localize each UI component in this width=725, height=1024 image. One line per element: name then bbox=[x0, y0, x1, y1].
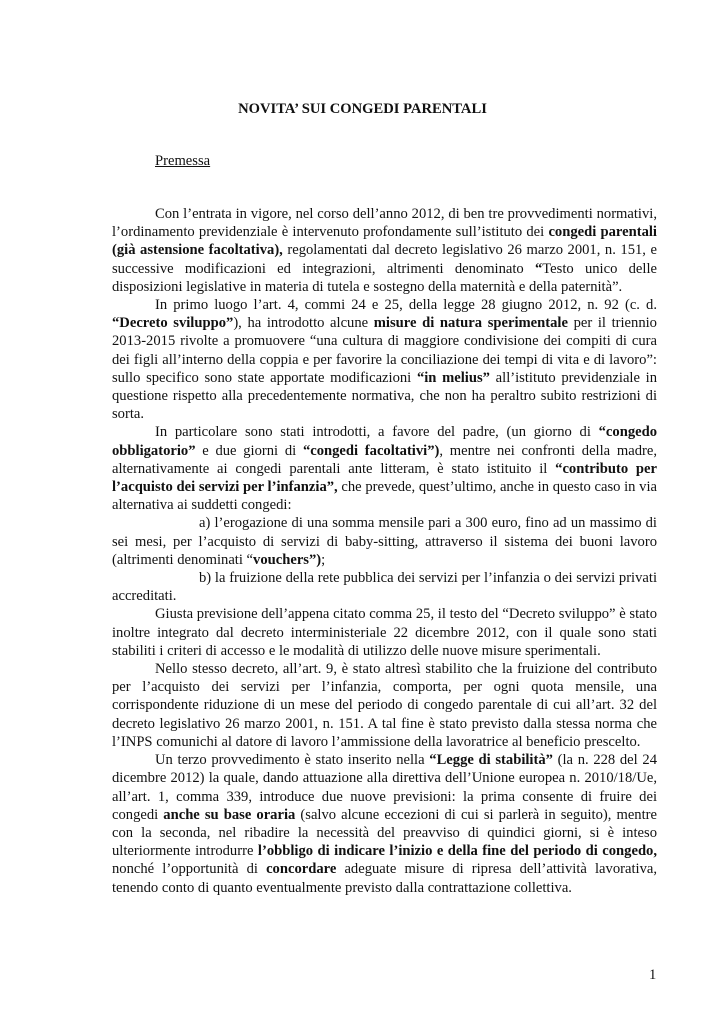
bold-text-run: vouchers”) bbox=[253, 551, 322, 568]
paragraph bbox=[112, 423, 657, 514]
bold-text-run: “Legge di stabilità” bbox=[429, 752, 553, 769]
paragraph bbox=[112, 751, 657, 897]
bold-text-run: “contributo per l’acquisto dei servizi per l’infanzia”, bbox=[112, 460, 657, 496]
text-run: Nello stesso decreto, all’art. 9, è stato altresì stabilito che la fruizione del contributo per l’acquisto dei servizi per l’infanzia, comporta, per ogni quota mensile, una corrispondente riduzione di un mese del periodo di congedo parentale di cui all’art. 32 del decreto legislativo 26 marzo 2001, n. 151. A tal fine è stato previsto dalla stessa norma che l’INPS comunichi al datore di lavoro l’ammissione della lavoratrice al beneficio prescelto. bbox=[112, 661, 657, 750]
bold-text-run: “ bbox=[534, 260, 543, 277]
paragraph bbox=[112, 605, 657, 660]
paragraph bbox=[112, 569, 657, 605]
text-run: (la n. 228 del 24 dicembre 2012) la quale, dando attuazione alla direttiva dell’Unione europea n. 2010/18/Ue, all’art. 1, comma 339, introduce due nuove previsioni: la prima consente di fruire dei congedi bbox=[112, 752, 657, 823]
text-run: regolamentati dal decreto legislativo 26 marzo 2001, n. 151, e successive modificazioni ed integrazioni, altrimenti denominato bbox=[112, 242, 657, 277]
text-run: ; bbox=[321, 551, 326, 568]
text-run: , mentre nei confronti della madre, alternativamente ai congedi parentali ante litteram, è stato istituito il bbox=[112, 442, 657, 477]
bold-text-run: “in melius” bbox=[416, 369, 490, 386]
page-number: 1 bbox=[649, 967, 657, 983]
bold-text-run: “congedo obbligatorio” bbox=[112, 424, 657, 459]
text-run: (salvo alcune eccezioni di cui si parlerà in seguito), mentre con la seconda, nel ribadire la necessità del preavviso di quindici giorni, si è inteso ulteriormente introdurre bbox=[112, 806, 657, 860]
text-run: a) l’erogazione di una somma mensile pari a 300 euro, fino ad un massimo di sei mesi, per l’acquisto di servizi di baby-sitting, attraverso il sistema dei buoni lavoro (altrimenti denominati “ bbox=[112, 515, 657, 568]
text-run: b) la fruizione della rete pubblica dei servizi per l’infanzia o dei servizi privati accreditati. bbox=[112, 570, 657, 605]
text-run: In particolare sono stati introdotti, a favore del padre, (un giorno di bbox=[155, 424, 599, 441]
text-run: In primo luogo l’art. 4, commi 24 e 25, della legge 28 giugno 2012, n. 92 (c. d. bbox=[155, 297, 657, 314]
section-heading: Premessa bbox=[155, 153, 211, 169]
paragraph bbox=[112, 514, 657, 569]
bold-text-run: “congedi facoltativi”) bbox=[302, 442, 440, 459]
bold-text-run: misure di natura sperimentale bbox=[373, 315, 568, 332]
text-run: Giusta previsione dell’appena citato comma 25, il testo del “Decreto sviluppo” è stato inoltre integrato dal decreto interministeriale 22 dicembre 2012, con il quale sono stati stabiliti i criteri di accesso e le modalità di utilizzo delle nuove misure sperimentali. bbox=[112, 606, 657, 659]
text-run: Un terzo provvedimento è stato inserito nella bbox=[155, 752, 430, 769]
text-run: per il triennio 2013-2015 rivolte a promuovere “una cultura di maggiore condivisione dei compiti di cura dei figli all’interno della coppia e per favorire la conciliazione dei tempi di vita e di lavoro”: sullo specifico sono state apportate modificazioni bbox=[112, 315, 657, 386]
bold-text-run: anche su base oraria bbox=[163, 806, 296, 823]
text-run: Testo unico delle disposizioni legislative in materia di tutela e sostegno della maternità e della paternità”. bbox=[112, 260, 657, 295]
text-run: all’istituto previdenziale in questione rispetto alla precedentemente normativa, che non ha peraltro subito restrizioni di sorta. bbox=[112, 369, 658, 423]
text-run: che prevede, quest’ultimo, anche in questo caso in via alternativa ai suddetti congedi: bbox=[112, 479, 657, 514]
text-run: Con l’entrata in vigore, nel corso dell’anno 2012, di ben tre provvedimenti normativi, l’ordinamento previdenziale è intervenuto profondamente sull’istituto dei bbox=[112, 206, 657, 241]
paragraph bbox=[112, 205, 657, 296]
bold-text-run: “Decreto sviluppo” bbox=[112, 315, 234, 332]
text-run: e due giorni di bbox=[195, 442, 303, 459]
text-run: adeguate misure di ripresa dell’attività lavorativa, tenendo conto di quanto eventualmente previsto dalla contrattazione collettiva. bbox=[112, 861, 657, 896]
document-title: NOVITA’ SUI CONGEDI PARENTALI bbox=[238, 101, 487, 117]
bold-text-run: l’obbligo di indicare l’inizio e della fine del periodo di congedo, bbox=[257, 843, 658, 860]
document-body bbox=[112, 205, 657, 897]
paragraph bbox=[112, 296, 657, 423]
bold-text-run: concordare bbox=[266, 861, 337, 878]
bold-text-run: congedi parentali (già astensione facoltativa), bbox=[112, 224, 657, 259]
text-run: ), ha introdotto alcune bbox=[233, 315, 374, 332]
text-run: nonché l’opportunità di bbox=[112, 861, 267, 878]
paragraph bbox=[112, 660, 657, 751]
